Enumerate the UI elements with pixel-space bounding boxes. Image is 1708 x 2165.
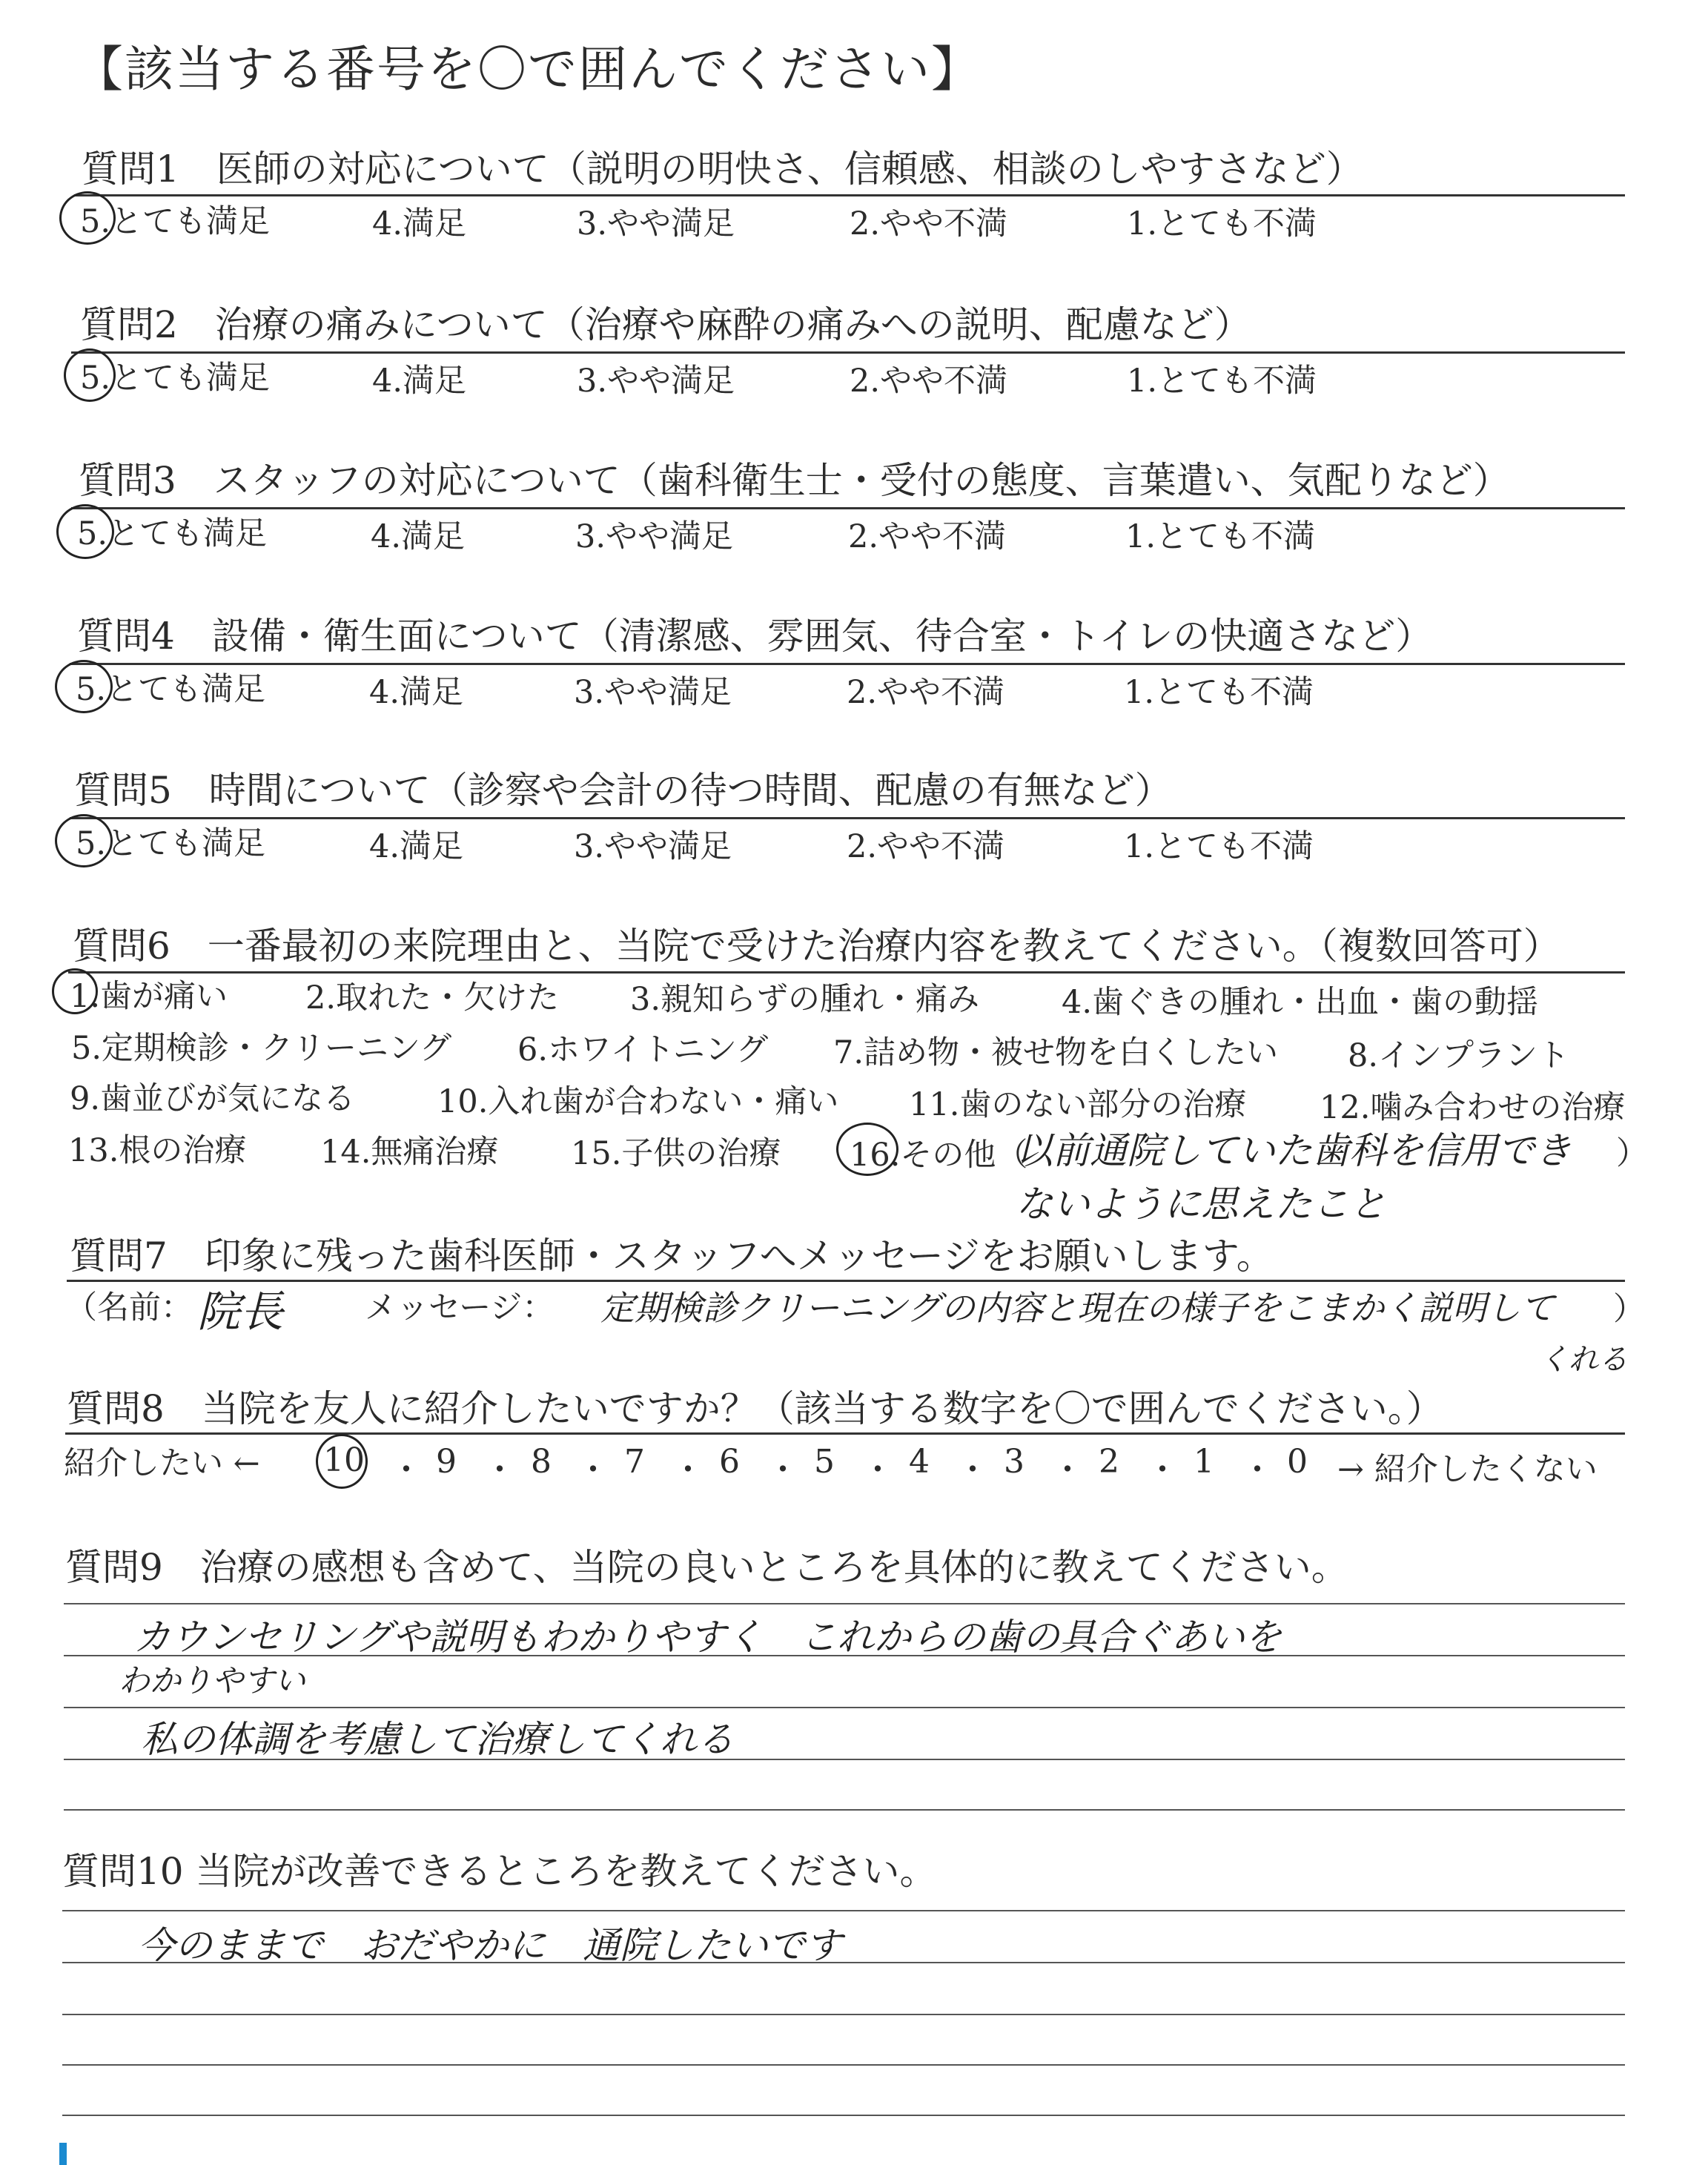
option-5[interactable]: 5.とても満足: [76, 671, 266, 708]
scale-8[interactable]: 8: [531, 1443, 552, 1481]
divider: [70, 817, 1625, 819]
q9-answer-line-3[interactable]: 私の体調を考慮して治療してくれる: [141, 1718, 734, 1761]
q6-item-10[interactable]: 10.入れ歯が合わない・痛い: [437, 1083, 839, 1120]
q6-other-close: ）: [1616, 1135, 1648, 1172]
option-4[interactable]: 4.満足: [371, 518, 466, 555]
scale-7[interactable]: 7: [624, 1443, 645, 1481]
q6-item-5[interactable]: 5.定期検診・クリーニング: [71, 1030, 452, 1067]
divider: [68, 971, 1625, 974]
option-1[interactable]: 1.とても不満: [1124, 828, 1314, 865]
question-4-label: 質問4 設備・衛生面について（清潔感、雰囲気、待合室・トイレの快適さなど）: [77, 615, 1433, 658]
page-edge-mark: [59, 2143, 67, 2165]
scale-9[interactable]: 9: [436, 1443, 457, 1481]
option-3[interactable]: 3.やや満足: [575, 518, 734, 555]
option-5[interactable]: 5.とても満足: [80, 360, 271, 397]
answer-line: [62, 1910, 1625, 1911]
option-3[interactable]: 3.やや満足: [577, 205, 735, 242]
scale-4[interactable]: 4: [909, 1443, 930, 1481]
option-1[interactable]: 1.とても不満: [1125, 518, 1316, 555]
option-2[interactable]: 2.やや不満: [850, 205, 1008, 242]
question-10-label: 質問10 当院が改善できるところを教えてください。: [62, 1850, 937, 1893]
answer-line: [62, 2014, 1625, 2015]
answer-line: [64, 1603, 1625, 1604]
message-label: メッセージ：: [365, 1289, 555, 1326]
scale-dot: ・: [1051, 1451, 1084, 1489]
scale-dot: ・: [956, 1451, 989, 1489]
recommend-left-label: 紹介したい ←: [64, 1445, 260, 1482]
name-value[interactable]: 院長: [197, 1286, 284, 1337]
scale-6[interactable]: 6: [719, 1443, 740, 1481]
q6-other-text-2: ないように思えたこと: [1016, 1183, 1386, 1226]
scale-dot: ・: [672, 1451, 704, 1489]
scale-0[interactable]: 0: [1287, 1443, 1308, 1481]
option-3[interactable]: 3.やや満足: [577, 363, 735, 400]
q6-item-16[interactable]: 16.その他（: [850, 1137, 1028, 1174]
answer-line: [62, 2064, 1625, 2066]
q6-item-14[interactable]: 14.無痛治療: [320, 1134, 499, 1171]
option-4[interactable]: 4.満足: [372, 363, 467, 400]
divider: [65, 1432, 1625, 1435]
question-3-label: 質問3 スタッフの対応について（歯科衛生士・受付の態度、言葉遣い、気配りなど）: [79, 459, 1510, 502]
message-text-2[interactable]: くれる: [1539, 1343, 1628, 1377]
divider: [74, 194, 1625, 196]
q6-item-9[interactable]: 9.歯並びが気になる: [70, 1080, 356, 1117]
option-2[interactable]: 2.やや不満: [850, 363, 1008, 400]
question-5-label: 質問5 時間について（診察や会計の待つ時間、配慮の有無など）: [74, 769, 1172, 812]
option-5[interactable]: 5.とても満足: [80, 203, 271, 240]
answer-line: [64, 1707, 1625, 1708]
recommend-right-label: → 紹介したくない: [1337, 1451, 1598, 1488]
option-2[interactable]: 2.やや不満: [848, 518, 1007, 555]
question-8-label: 質問8 当院を友人に紹介したいですか？（該当する数字を〇で囲んでください。）: [67, 1387, 1443, 1430]
answer-line: [64, 1809, 1625, 1811]
question-1-label: 質問1 医師の対応について（説明の明快さ、信頼感、相談のしやすさなど）: [82, 148, 1363, 191]
q6-item-6[interactable]: 6.ホワイトニング: [517, 1031, 769, 1068]
q6-item-7[interactable]: 7.詰め物・被せ物を白くしたい: [833, 1034, 1279, 1071]
option-2[interactable]: 2.やや不満: [847, 674, 1005, 711]
option-4[interactable]: 4.満足: [369, 828, 464, 865]
scale-1[interactable]: 1: [1194, 1443, 1214, 1481]
q6-item-12[interactable]: 12.噛み合わせの治療: [1320, 1089, 1626, 1126]
option-3[interactable]: 3.やや満足: [574, 674, 732, 711]
scale-dot: ・: [390, 1451, 423, 1489]
option-1[interactable]: 1.とても不満: [1127, 205, 1317, 242]
q6-other-text-1: 以前通院していた歯科を信用でき: [1016, 1129, 1572, 1172]
scale-3[interactable]: 3: [1004, 1443, 1025, 1481]
q9-answer-line-1[interactable]: カウンセリングや説明もわかりやすく これからの歯の具合ぐあいを: [133, 1616, 1282, 1659]
q6-item-3[interactable]: 3.親知らずの腫れ・痛み: [630, 981, 980, 1018]
q6-item-8[interactable]: 8.インプラント: [1348, 1037, 1570, 1074]
option-1[interactable]: 1.とても不満: [1127, 363, 1317, 400]
question-6-label: 質問6 一番最初の来院理由と、当院で受けた治療内容を教えてください。（複数回答可）: [73, 925, 1560, 968]
scale-dot: ・: [1241, 1451, 1274, 1489]
divider: [71, 351, 1625, 354]
answer-line: [62, 2115, 1625, 2116]
option-5[interactable]: 5.とても満足: [77, 515, 268, 552]
option-5[interactable]: 5.とても満足: [76, 825, 266, 862]
page-title: 【該当する番号を〇で囲んでください】: [74, 41, 982, 98]
question-9-label: 質問9 治療の感想も含めて、当院の良いところを具体的に教えてください。: [65, 1546, 1348, 1589]
option-4[interactable]: 4.満足: [372, 205, 467, 242]
question-2-label: 質問2 治療の痛みについて（治療や麻酔の痛みへの説明、配慮など）: [80, 303, 1251, 346]
scale-dot: ・: [483, 1451, 516, 1489]
option-1[interactable]: 1.とても不満: [1124, 674, 1314, 711]
q6-item-4[interactable]: 4.歯ぐきの腫れ・出血・歯の動揺: [1062, 984, 1539, 1021]
q6-item-15[interactable]: 15.子供の治療: [571, 1135, 781, 1172]
scale-dot: ・: [861, 1451, 894, 1489]
divider: [70, 663, 1625, 665]
message-text-1[interactable]: 定期検診クリーニングの内容と現在の様子をこまかく説明して: [600, 1288, 1555, 1328]
message-close: ）: [1613, 1291, 1645, 1328]
q9-answer-line-2[interactable]: わかりやすい: [119, 1662, 306, 1699]
name-label: （名前：: [65, 1289, 193, 1326]
q6-item-13[interactable]: 13.根の治療: [68, 1132, 247, 1169]
option-3[interactable]: 3.やや満足: [574, 828, 732, 865]
scale-5[interactable]: 5: [814, 1443, 835, 1481]
scale-10[interactable]: 10: [323, 1441, 365, 1479]
question-7-label: 質問7 印象に残った歯科医師・スタッフへメッセージをお願いします。: [70, 1234, 1274, 1277]
scale-dot: ・: [1146, 1451, 1179, 1489]
divider: [71, 507, 1625, 509]
scale-2[interactable]: 2: [1099, 1443, 1119, 1481]
q6-item-11[interactable]: 11.歯のない部分の治療: [909, 1086, 1247, 1123]
scale-dot: ・: [767, 1451, 799, 1489]
scale-dot: ・: [577, 1451, 609, 1489]
q6-item-1[interactable]: 1.歯が痛い: [70, 978, 228, 1015]
option-2[interactable]: 2.やや不満: [847, 828, 1005, 865]
q10-answer-line-1[interactable]: 今のままで おだやかに 通院したいです: [138, 1924, 842, 1967]
q6-item-2[interactable]: 2.取れた・欠けた: [305, 979, 560, 1017]
option-4[interactable]: 4.満足: [369, 674, 464, 711]
